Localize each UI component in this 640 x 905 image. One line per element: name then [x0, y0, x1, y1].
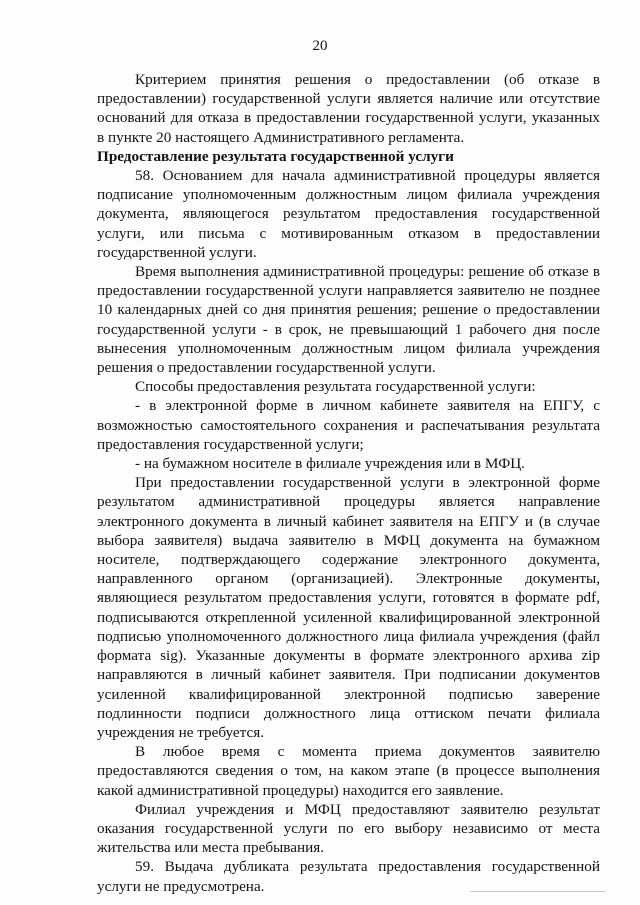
paragraph-status-info: В любое время с момента приема документов заявителю предоставляются сведения о том, на каком этапе (в процессе выполнения какой административной процедуры) находится его заявление.: [97, 743, 600, 799]
list-item-paper-form: - на бумажном носителе в филиале учреждения или в МФЦ.: [135, 455, 525, 473]
paragraph-electronic-result: При предоставлении государственной услуги в электронной форме результатом административной процедуры является направление электронного документа в личный кабинет заявителя на ЕПГУ и (в случае выбора заявителя) выдача заявителю в МФЦ документа на бумажном носителе, подтверждающего содержание электронного документа, направленного органом (организацией). Электронные документы, являющиеся результатом предоставления услуги, готовятся в формате pdf, подписываются открепленной усиленной квалифицированной электронной подписью уполномоченного должностного лица филиала учреждения (файл формата sig). Указанные документы в формате электронного архива zip направляются в личный кабинет заявителя. При подписании документов усиленной квалифицированной электронной подписью заверение подлинности подписи должностного лица оттиском печати филиала учреждения не требуется.: [97, 474, 600, 741]
paragraph-result-location: Филиал учреждения и МФЦ предоставляют заявителю результат оказания государственной услуги по его выбору независимо от места жительства или места пребывания.: [97, 800, 600, 857]
page-number: 20: [312, 38, 328, 54]
document-body: [97, 70, 600, 896]
section-heading: Предоставление результата государственной услуги: [97, 147, 454, 165]
paragraph-59-duplicate: 59. Выдача дубликата результата предоставления государственной услуги не предусмотрена.: [97, 858, 600, 895]
paragraph-decision-criterion: Критерием принятия решения о предоставлении (об отказе в предоставлении) государственной услуги является наличие или отсутствие оснований для отказа в предоставлении государственной услуги, указанных в пункте 20 настоящего Административного регламента.: [97, 71, 600, 146]
list-item-electronic-form: - в электронной форме в личном кабинете заявителя на ЕПГУ, с возможностью самостоятельного сохранения и распечатывания результата предоставления государственной услуги;: [97, 397, 600, 453]
paragraph-delivery-methods: Способы предоставления результата государственной услуги:: [135, 378, 536, 396]
paragraph-58-basis: 58. Основанием для начала административной процедуры является подписание уполномоченным должностным лицом филиала учреждения документа, являющегося результатом предоставления государственной услуги, или письма с мотивированным отказом в предоставлении государственной услуги.: [97, 167, 600, 261]
footer-rule: [470, 891, 605, 892]
paragraph-execution-time: Время выполнения административной процедуры: решение об отказе в предоставлении государственной услуги направляется заявителю не позднее 10 календарных дней со дня принятия решения; решение о предоставлении государственной услуги - в срок, не превышающий 1 рабочего дня после вынесения уполномоченным должностным лицом филиала учреждения решения о предоставлении государственной услуги.: [97, 263, 600, 377]
